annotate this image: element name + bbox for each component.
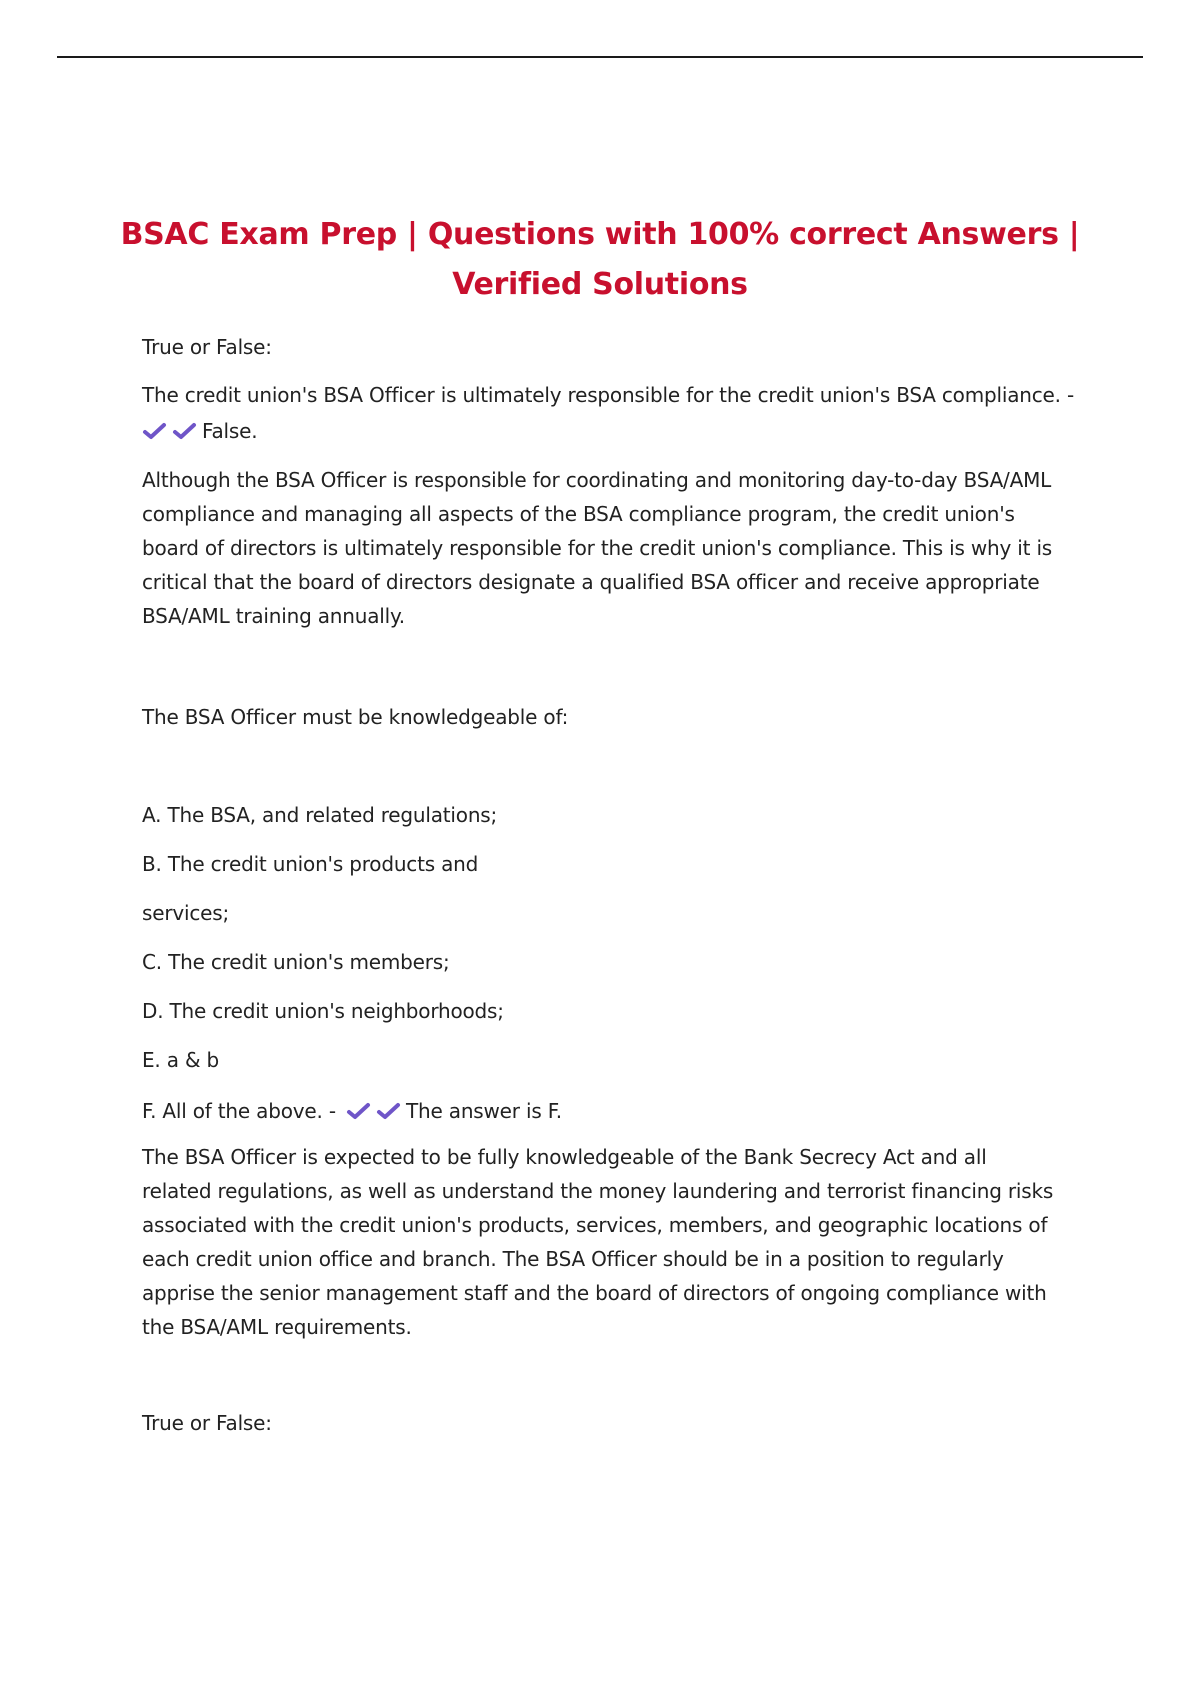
q2-option: E. a & b — [142, 1048, 220, 1072]
document-title: BSAC Exam Prep | Questions with 100% correct Answers | Verified Solutions — [120, 217, 1080, 302]
q2-option: D. The credit union's neighborhoods; — [142, 999, 504, 1023]
q2-option: B. The credit union's products and — [142, 852, 479, 876]
q1-question: The credit union's BSA Officer is ultimately responsible for the credit union's BSA compliance. - — [142, 383, 1074, 407]
q2-question: The BSA Officer must be knowledgeable of: — [142, 705, 569, 729]
q2-answer-line — [142, 1094, 562, 1128]
q2-option: A. The BSA, and related regulations; — [142, 803, 498, 827]
check-icon — [346, 1101, 372, 1121]
q3-label: True or False: — [142, 1411, 272, 1435]
q1-label: True or False: — [142, 335, 272, 359]
header-rule — [57, 56, 1143, 58]
check-icon — [172, 421, 198, 441]
q2-last-option: F. All of the above. - — [142, 1099, 336, 1123]
q2-option: services; — [142, 901, 229, 925]
q1-answer: False. — [202, 419, 258, 443]
q1-explanation: Although the BSA Officer is responsible for coordinating and monitoring day-to-day BSA/AML compliance and managing all aspects of the BSA compliance program, the credit union's board of directors is ultimately responsible for the credit union's compliance. This is why it is critical that the board of directors designate a qualified BSA officer and receive appropriate BSA/AML training annually. — [142, 468, 1053, 628]
q2-answer: The answer is F. — [406, 1099, 562, 1123]
check-icon — [376, 1101, 402, 1121]
q2-option: C. The credit union's members; — [142, 950, 450, 974]
check-icon — [142, 421, 168, 441]
q1-answer-line — [142, 414, 257, 448]
q2-explanation: The BSA Officer is expected to be fully knowledgeable of the Bank Secrecy Act and all related regulations, as well as understand the money laundering and terrorist financing risks associated with the credit union's products, services, members, and geographic locations of each credit union office and branch. The BSA Officer should be in a position to regularly apprise the senior management staff and the board of directors of ongoing compliance with the BSA/AML requirements. — [142, 1145, 1054, 1339]
